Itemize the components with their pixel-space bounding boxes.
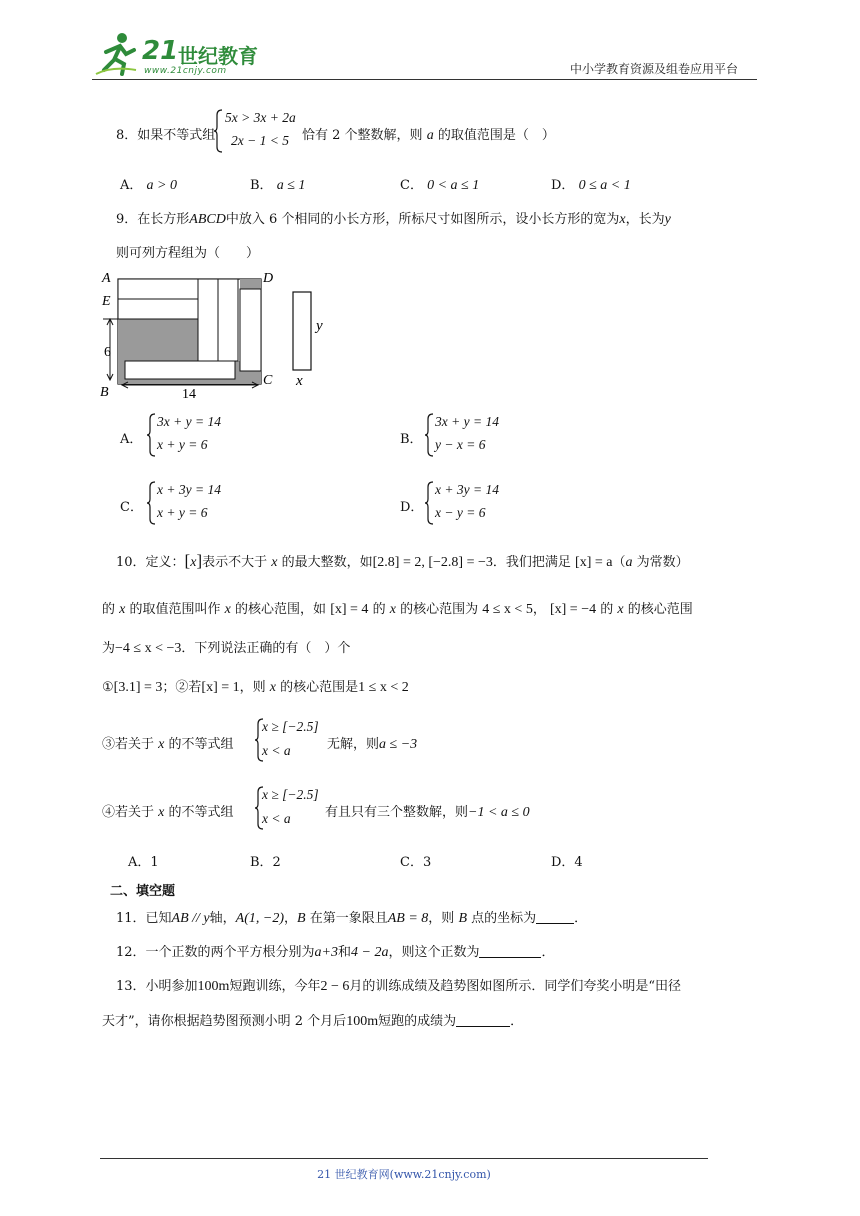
sys-row2: x < a bbox=[262, 811, 291, 826]
sys-row1: x ≥ [−2.5] bbox=[262, 787, 319, 802]
q12-expr1: a+3 bbox=[314, 945, 338, 960]
q10-option-d[interactable]: D．4 bbox=[551, 855, 583, 870]
q11-text: ，则 bbox=[428, 911, 455, 926]
q10-result: a ≤ −3 bbox=[379, 737, 418, 752]
footer-rule bbox=[100, 1158, 708, 1159]
brace-icon bbox=[146, 413, 156, 457]
header-logo bbox=[92, 30, 262, 78]
logo-url: www.21cnjy.com bbox=[144, 66, 227, 76]
q13-line1 bbox=[116, 975, 681, 995]
small-rect-v1 bbox=[198, 279, 218, 361]
small-rect-v2 bbox=[218, 279, 238, 361]
q8-sys-row1: 5x > 3x + 2a bbox=[225, 110, 296, 125]
q13-text: 13．小明参加 bbox=[116, 979, 198, 994]
q10-text: 有且只有三个整数解，则 bbox=[325, 805, 469, 820]
q12-text: ，则这个正数为 bbox=[388, 945, 480, 960]
q10-text: 表示不大于 bbox=[202, 555, 268, 570]
q10-line1 bbox=[116, 551, 689, 571]
q9-rect: ABCD bbox=[189, 212, 226, 227]
q10-text: 的不等式组 bbox=[168, 737, 234, 752]
q10-range: 1 ≤ x < 2 bbox=[358, 680, 409, 695]
q13-text: 短跑训练，今年 bbox=[229, 979, 321, 994]
var-x: x bbox=[158, 805, 165, 820]
sys-row2: x < a bbox=[262, 743, 291, 758]
q8-tail bbox=[302, 124, 555, 144]
q8-number: 8．如果不等式组 bbox=[116, 128, 216, 143]
q10-text: 为 bbox=[102, 641, 116, 656]
q13-text: 天才”，请你根据趋势图预测小明 2 个月后 bbox=[102, 1014, 347, 1029]
sample-small-rect bbox=[293, 292, 311, 370]
q10-text: ③若关于 bbox=[102, 737, 155, 752]
q10-eq: [x] = 1 bbox=[201, 680, 240, 695]
q13-line2 bbox=[102, 1010, 523, 1030]
q11-B: B bbox=[297, 911, 306, 926]
q13-text: 月的训练成绩及趋势图如图所示．同学们夸奖小明是“田径 bbox=[349, 979, 682, 994]
q11-parallel: AB // y bbox=[171, 911, 210, 926]
q10-eq: [3.1] = 3 bbox=[113, 680, 163, 695]
q9-text-b: 中放入 6 个相同的小长方形，所标尺寸如图所示，设小长方形的宽为 bbox=[225, 212, 620, 227]
q9-option-c[interactable] bbox=[120, 481, 320, 527]
label-E: E bbox=[102, 294, 111, 309]
q12-expr2: 4 − 2a bbox=[351, 945, 389, 960]
q8-option-c[interactable] bbox=[400, 174, 479, 194]
q10-statement-1-2 bbox=[102, 676, 409, 696]
q11-text: 11．已知 bbox=[116, 911, 172, 926]
q10-text: 的取值范围叫作 bbox=[129, 602, 221, 617]
q9-line1 bbox=[116, 208, 671, 228]
var-x: x bbox=[158, 737, 165, 752]
q10-statement-3 bbox=[102, 733, 234, 753]
option-label: B． bbox=[400, 432, 423, 447]
var-x: x bbox=[271, 555, 278, 570]
q13-distance: 100m bbox=[197, 979, 230, 994]
q13-months: 2 − 6 bbox=[320, 979, 350, 994]
q8-tail-b: 的取值范围是（ ） bbox=[437, 128, 555, 143]
label-D: D bbox=[263, 271, 274, 286]
q10-result: −1 < a ≤ 0 bbox=[468, 805, 530, 820]
q13-text: 短跑的成绩为 bbox=[378, 1014, 457, 1029]
logo-number: 21 bbox=[142, 36, 179, 66]
q10-text: （ bbox=[612, 555, 626, 570]
q12-text: 和 bbox=[338, 945, 352, 960]
q10-line3 bbox=[102, 637, 350, 657]
q10-text: ．我们把满足 bbox=[492, 555, 571, 570]
sys-row2: x + y = 6 bbox=[157, 505, 208, 520]
q13-text: ． bbox=[510, 1014, 524, 1029]
q13-answer-blank[interactable] bbox=[456, 1014, 510, 1027]
q10-text: 的核心范围是 bbox=[280, 680, 359, 695]
q10-text: 为常数） bbox=[636, 555, 689, 570]
sys-row2: x + y = 6 bbox=[157, 437, 208, 452]
bracket-x: [x] bbox=[184, 551, 203, 570]
shaded-region-top-right bbox=[240, 279, 261, 289]
option-label: C． bbox=[120, 500, 143, 515]
q11 bbox=[116, 907, 587, 927]
q9-x: x bbox=[619, 212, 626, 227]
option-label: A． bbox=[120, 432, 143, 447]
q10-eq: [x] = a bbox=[575, 555, 613, 570]
q11-answer-blank[interactable] bbox=[536, 911, 574, 924]
q11-B: B bbox=[458, 911, 468, 926]
label-14: 14 bbox=[182, 387, 196, 400]
header-rule bbox=[92, 79, 757, 80]
q10-text: 的核心范围 bbox=[627, 602, 693, 617]
sys-row1: 3x + y = 14 bbox=[157, 414, 221, 429]
brace-icon bbox=[146, 481, 156, 525]
small-rect-h1 bbox=[118, 279, 198, 299]
option-label: D． bbox=[400, 500, 424, 515]
q10-s4-tail bbox=[325, 801, 530, 821]
shaded-region-left bbox=[118, 319, 198, 361]
q10-text: 的 bbox=[372, 602, 386, 617]
q9-line2: 则可列方程组为（ ） bbox=[116, 246, 260, 261]
q10-text: ，则 bbox=[239, 680, 266, 695]
sys-row1: 3x + y = 14 bbox=[435, 414, 499, 429]
option-value: 0 < a ≤ 1 bbox=[427, 178, 480, 193]
q9-text-a: 9．在长方形 bbox=[116, 212, 190, 227]
var-x: x bbox=[190, 555, 197, 570]
q10-text: 的核心范围为 bbox=[400, 602, 479, 617]
q11-text: 轴， bbox=[209, 911, 236, 926]
q11-length: AB = 8 bbox=[387, 911, 429, 926]
q10-s3-tail bbox=[327, 733, 417, 753]
q12 bbox=[116, 941, 555, 961]
q9-text-c: ，长为 bbox=[625, 212, 665, 227]
q8-option-d[interactable] bbox=[551, 174, 631, 194]
q8-system bbox=[213, 109, 313, 155]
q10-example: [2.8] = 2, [−2.8] = −3 bbox=[372, 555, 493, 570]
var-x: x bbox=[224, 602, 231, 617]
sys-row2: x − y = 6 bbox=[435, 505, 486, 520]
sys-row1: x + 3y = 14 bbox=[435, 482, 499, 497]
var-x: x bbox=[617, 602, 624, 617]
q10-text: 的 bbox=[600, 602, 614, 617]
q10-range: −4 ≤ x < −3 bbox=[115, 641, 182, 656]
logo-text: 世纪教育 bbox=[178, 44, 258, 68]
label-C: C bbox=[263, 373, 273, 388]
var-x: x bbox=[389, 602, 396, 617]
sys-row1: x + 3y = 14 bbox=[157, 482, 221, 497]
q11-point: A(1, −2) bbox=[235, 911, 284, 926]
sys-row1: x ≥ [−2.5] bbox=[262, 719, 319, 734]
q12-text: ． bbox=[541, 945, 555, 960]
small-rect-v3 bbox=[240, 289, 261, 371]
q8-stem bbox=[116, 124, 215, 143]
q12-answer-blank[interactable] bbox=[479, 945, 541, 958]
runner-logo-icon bbox=[92, 30, 140, 78]
option-label: D． bbox=[551, 178, 575, 193]
var-a: a bbox=[625, 555, 633, 570]
q10-text: 的核心范围，如 bbox=[235, 602, 327, 617]
option-value: a > 0 bbox=[146, 178, 177, 193]
q10-text: ④若关于 bbox=[102, 805, 155, 820]
label-6: 6 bbox=[104, 345, 111, 360]
q11-text: ． bbox=[574, 911, 588, 926]
option-value: 0 ≤ a < 1 bbox=[578, 178, 631, 193]
option-label: A． bbox=[120, 178, 143, 193]
q10-text: 无解，则 bbox=[327, 737, 380, 752]
q10-text: ；②若 bbox=[162, 680, 202, 695]
option-label: B． bbox=[250, 178, 273, 193]
q13-distance: 100m bbox=[346, 1014, 379, 1029]
q8-var: a bbox=[426, 128, 434, 143]
brace-icon bbox=[213, 109, 223, 153]
label-y: y bbox=[316, 318, 323, 334]
q9-figure bbox=[100, 268, 340, 400]
q9-option-a[interactable] bbox=[120, 413, 320, 459]
label-B: B bbox=[100, 385, 109, 400]
brace-icon bbox=[424, 413, 434, 457]
q10-option-b[interactable]: B．2 bbox=[250, 855, 281, 870]
q8-tail-a: 恰有 2 个整数解，则 bbox=[302, 128, 423, 143]
q10-text: ① bbox=[102, 680, 114, 695]
q11-text: ， bbox=[284, 911, 298, 926]
label-A: A bbox=[102, 271, 111, 286]
q11-text: 点的坐标为 bbox=[471, 911, 537, 926]
var-x: x bbox=[269, 680, 277, 695]
q10-text: ．下列说法正确的有（ ）个 bbox=[181, 641, 351, 656]
q8-sys-row2: 2x − 1 < 5 bbox=[231, 133, 289, 148]
label-x: x bbox=[296, 373, 303, 389]
q8-option-b[interactable] bbox=[250, 174, 305, 194]
q10-text: 10．定义： bbox=[116, 555, 185, 570]
section-title: 二、填空题 bbox=[110, 884, 176, 899]
q10-line2 bbox=[102, 598, 693, 618]
small-rect-h3 bbox=[125, 361, 235, 379]
small-rect-h2 bbox=[118, 299, 198, 319]
footer-text[interactable]: 21 世纪教育网(www.21cnjy.com) bbox=[317, 1168, 491, 1181]
q10-text: 的不等式组 bbox=[168, 805, 234, 820]
brace-icon bbox=[424, 481, 434, 525]
q9-option-b[interactable] bbox=[400, 413, 600, 459]
q10-text: ， bbox=[532, 602, 546, 617]
q12-text: 12．一个正数的两个平方根分别为 bbox=[116, 945, 315, 960]
q9-y: y bbox=[664, 212, 671, 227]
q8-option-a[interactable] bbox=[120, 174, 177, 194]
q10-statement-4 bbox=[102, 801, 234, 821]
header-slogan: 中小学教育资源及组卷应用平台 bbox=[570, 62, 739, 76]
option-label: C． bbox=[400, 178, 423, 193]
q10-eq: [x] = 4 bbox=[330, 602, 369, 617]
sys-row2: y − x = 6 bbox=[435, 437, 486, 452]
var-x: x bbox=[119, 602, 126, 617]
q10-eq: [x] = −4 bbox=[549, 602, 597, 617]
q11-text: 在第一象限且 bbox=[309, 911, 388, 926]
q10-option-a[interactable]: A．1 bbox=[128, 855, 159, 870]
q10-text: 的 bbox=[102, 602, 116, 617]
q10-range: 4 ≤ x < 5 bbox=[482, 602, 533, 617]
q9-option-d[interactable] bbox=[400, 481, 600, 527]
q10-option-c[interactable]: C．3 bbox=[400, 855, 432, 870]
option-value: a ≤ 1 bbox=[276, 178, 306, 193]
q10-text: 的最大整数，如 bbox=[281, 555, 373, 570]
